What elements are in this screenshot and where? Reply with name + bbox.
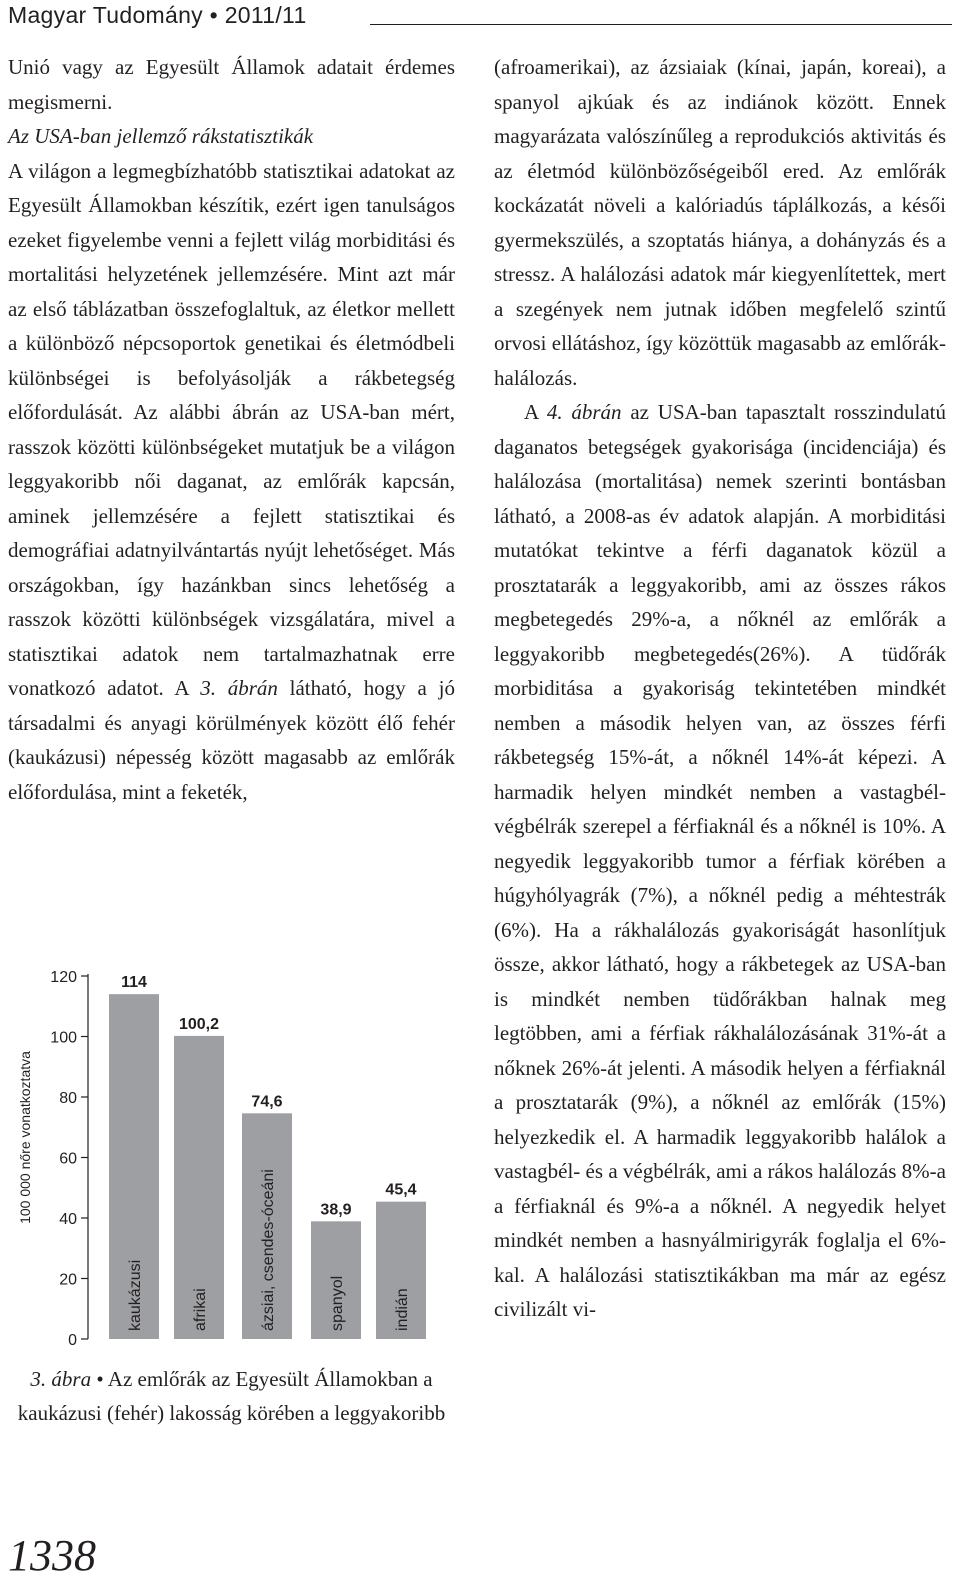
right-paragraph-2 <box>494 395 946 1327</box>
y-tick-label: 80 <box>59 1090 77 1107</box>
header-rule <box>370 24 952 25</box>
y-tick-label: 60 <box>59 1150 77 1168</box>
journal-header: Magyar Tudomány • 2011/11 <box>8 2 307 28</box>
intro-text: Unió vagy az Egyesült Államok adatait érdemes megismerni. <box>8 55 455 114</box>
page-header <box>8 2 952 36</box>
y-tick-label: 0 <box>68 1332 77 1349</box>
category-label: indián <box>394 1288 411 1331</box>
section-heading: Az USA-ban jellemző rákstatisztikák <box>8 124 314 148</box>
right-column <box>494 50 946 1327</box>
y-tick-label: 120 <box>50 969 77 986</box>
caption-text: • Az emlőrák az Egyesült Államokban a kaukázusi (fehér) lakosság körében a leggyakoribb <box>17 1367 446 1425</box>
bar-value-label: 38,9 <box>320 1201 352 1219</box>
left-paragraph <box>8 154 455 810</box>
category-label: kaukázusi <box>127 1259 144 1331</box>
bar-value-label: 74,6 <box>251 1093 283 1111</box>
left-paragraph-end: látható, hogy a jó társadalmi és anyagi körülmények között élő fehér (kaukázusi) népesség között magasabb az emlőrák előfordulása, mint a feketék, <box>8 676 455 804</box>
right-paragraph-2-text: az USA-ban tapasztalt rosszindulatú daganatos betegségek gyakorisága (incidenciája) és halálozása (mortalitása) nemek szerinti bontásban látható, a 2008-as év adatok alapján. A morbiditási mutatókat tekintve a férfi daganatok közül a prosztatarák a leggyakoribb, ami az összes rákos megbetegedés 29%-a, a nőknél az emlőrák a leggyakoribb megbetegedés(26%). A tüdőrák morbiditása a gyakoriság tekintetében mindkét nemben a második helyen van, az összes férfi rákbetegség 15%-át, a nőknél 14%-át képezi. A harmadik helyen mindkét nemben a vastagbél-végbélrák szerepel a férfiaknál és a nőknél is 10%. A negyedik leggyakoribb tumor a férfiak körében a húgyhólyagrák (7%), a nőknél pedig a méhtestrák (6%). Ha a rákhalálozás gyakoriságát hasonlítjuk össze, akkor látható, hogy a rákbetegek az USA-ban is mindkét nemben tüdőrákban halnak meg legtöbben, ami a férfiak rákhalálozásának 31%-át a nőknek 26%-át jelenti. A második helyen a férfiaknál a prosztatarák (9%), a nőknél az emlőrák (15%) helyezkedik el. A harmadik leggyakoribb halálok a vastagbél- és a végbélrák, ami a rákos halálozás 8%-a a férfiaknál és 9%-a a nőknél. A negyedik helyet mindkét nemben a hasnyálmirigyrák foglalja el 6%-kal. A halálozási statisztikákban ma már az egész civilizált vi- <box>494 400 946 1321</box>
right-paragraph-2-start: A <box>524 400 547 424</box>
figure-3 <box>8 955 455 1355</box>
y-axis-label: 100 000 nőre vonatkoztatva <box>17 1051 33 1224</box>
category-label: ázsiai, csendes-óceáni <box>260 1169 277 1331</box>
left-paragraph-text: A világon a legmegbízhatóbb statisztikai adatokat az Egyesült Államokban készítik, ezért igen tanulságos ezeket figyelembe venni a fejlett világ morbiditási és mortalitási helyzetének jellemzésére. Mint azt már az első táblázatban összefoglaltuk, az életkor mellett a különböző népcsoportok genetikai és életmódbeli különbségei is befolyásolják a rákbetegség előfordulását. Az alábbi ábrán az USA-ban mért, rasszok közötti különbségeket mutatjuk be a világon leggyakoribb női daganat, az emlőrák kapcsán, aminek jellemzésére a fejlett statisztikai és demográfiai adatnyilvántartás nyújt lehetőséget. Más országokban, így hazánkban sincs lehetőség a rasszok közötti különbségek vizsgálatára, mivel a statisztikai adatok nem tartalmazhatnak erre vonatkozó adatot. A <box>8 158 455 700</box>
figure-reference: 3. ábrán <box>200 676 278 700</box>
caption-label: 3. ábra <box>30 1367 92 1391</box>
bar-value-label: 114 <box>121 974 147 992</box>
y-tick-label: 40 <box>59 1211 77 1228</box>
figure-caption <box>8 1362 455 1430</box>
y-tick-label: 20 <box>59 1271 77 1289</box>
bar-value-label: 45,4 <box>385 1181 417 1199</box>
left-column <box>8 50 455 809</box>
category-label: afrikai <box>192 1288 209 1331</box>
bar-value-label: 100,2 <box>178 1015 220 1033</box>
page-number: 1338 <box>8 1531 96 1580</box>
right-paragraph-1: (afroamerikai), az ázsiaiak (kínai, japán, koreai), a spanyol ajkúak és az indiánok között. Ennek magyarázata valószínűleg a reprodukciós aktivitás és az életmód különbözőségeiből ered. Az emlőrák kockázatát növeli a kalóriadús táplálkozás, a késői gyermekszülés, a szoptatás hiánya, a dohányzás és a stressz. A halálozási adatok már kiegyenlítettek, mert a szegények nem jutnak időben megfelelő szintű orvosi ellátáshoz, így közöttük magasabb az emlőrák-halálozás. <box>494 55 946 390</box>
category-label: spanyol <box>329 1275 346 1331</box>
y-tick-label: 100 <box>50 1029 77 1047</box>
bar-chart <box>8 955 455 1355</box>
figure-reference: 4. ábrán <box>546 400 622 424</box>
